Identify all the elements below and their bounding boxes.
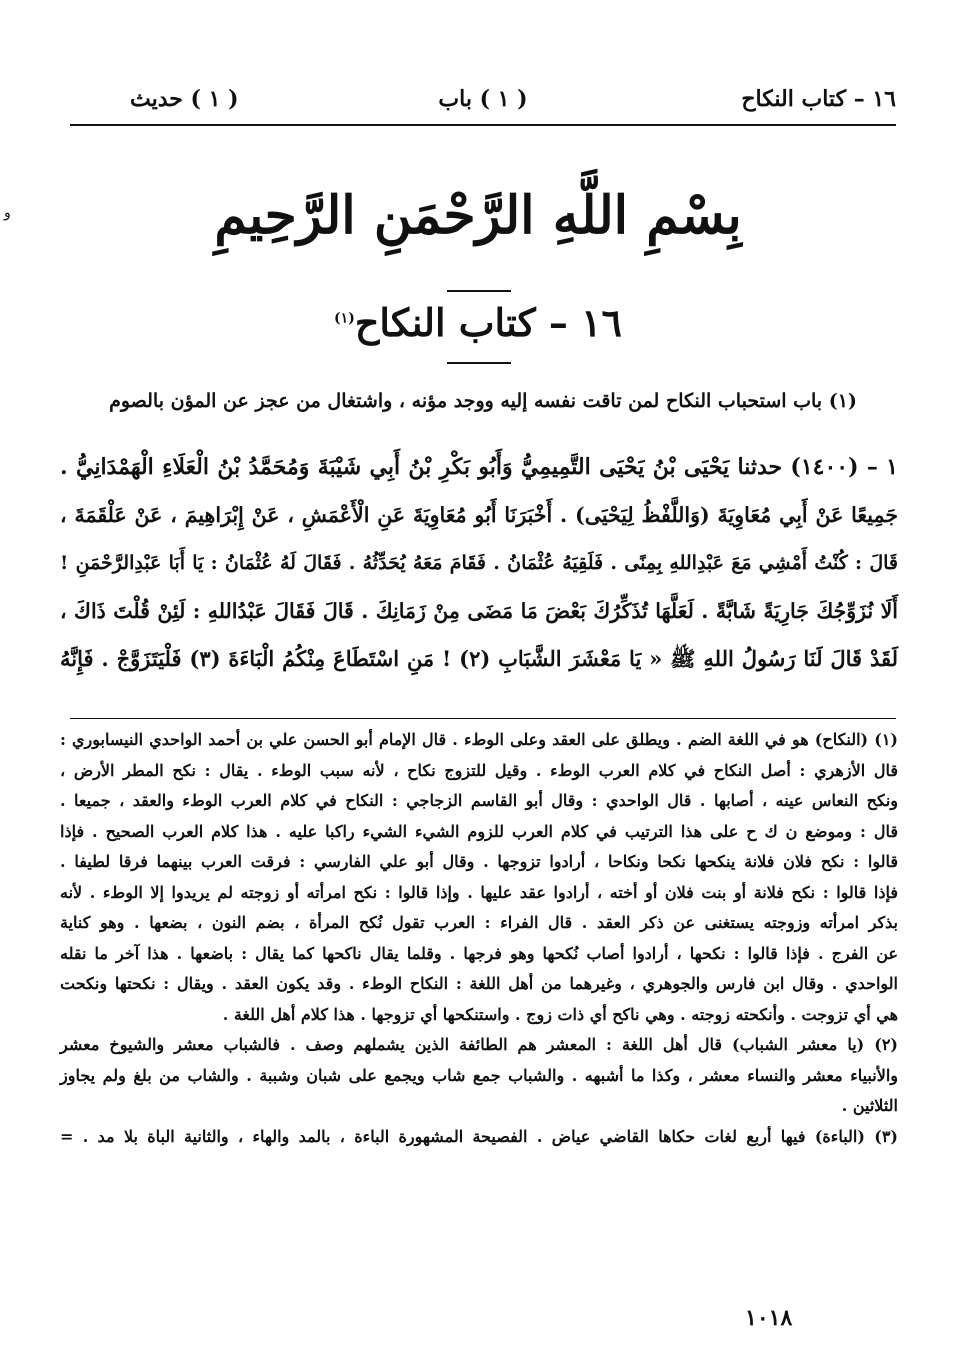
- header-hadith-label: ( ١ ) حديث: [130, 86, 239, 112]
- footnote-line: ونكح النعاس عينه ، أصابها . قال الواحدي : وقال أبو القاسم الزجاجي : النكاح في كلام العرب الوطء والعقد ، جميعا .: [60, 791, 898, 810]
- page-number: ١٠١٨: [745, 1305, 793, 1331]
- footnote-line: الثلاثين .: [841, 1096, 898, 1115]
- hadith-text: [60, 445, 898, 685]
- footnote-line: قالوا : نكح فلان فلانة ينكحها نكحا ونكاحا ، أرادوا تزوجها . وقال أبو علي الفارسي : فرقت العرب بينهما فرقا لطيفا .: [60, 852, 898, 871]
- chapter-heading: (١) باب استحباب النكاح لمن تاقت نفسه إليه ووجد مؤنه ، واشتغال من عجز عن المؤن بالصوم: [109, 390, 857, 412]
- footnote-line: الواحدي . وقال ابن فارس والجوهري ، وغيرهما من أهل اللغة : النكاح الوطء . وقد يكون العقد . ويقال : نكحتها ونكحت: [60, 974, 898, 993]
- footnote-line: (١) (النكاح) هو في اللغة الضم . ويطلق على العقد وعلى الوطء . قال الإمام أبو الحسن علي بن أحمد الواحدي النيسابوري :: [60, 730, 898, 749]
- footnote-line: (٢) (يا معشر الشباب) قال أهل اللغة : المعشر هم الطائفة الذين يشملهم وصف . فالشباب معشر والشيوخ معشر: [60, 1035, 898, 1054]
- hadith-line: ١ – (١٤٠٠) حدثنا يَحْيَى بْنُ يَحْيَى التَّمِيمِيُّ وَأَبُو بَكْرِ بْنُ أَبِي شَيْبَةَ وَمُحَمَّدُ بْنُ الْعَلَاءِ الْهَمْدَانِيُّ .: [60, 454, 898, 480]
- hadith-line: أَلَا نُزَوِّجُكَ جَارِيَةً شَابَّةً . لَعَلَّهَا تُذَكِّرُكَ بَعْضَ مَا مَضَى مِنْ زَمَانِكَ . قَالَ فَقَالَ عَبْدُاللهِ : لَئِنْ قُلْتَ ذَاكَ ،: [60, 599, 898, 623]
- book-title: [0, 300, 956, 345]
- running-header: [70, 80, 896, 120]
- footnotes: [60, 726, 898, 1153]
- footnote-line: قال الأزهري : أصل النكاح في كلام العرب الوطء . وقيل للتزوج نكاح ، لأنه سبب الوطء . يقال : نكح المطر الأرض ،: [60, 760, 899, 780]
- footnote-line: قال : وموضع ن ك ح على هذا الترتيب في كلام العرب للزوم الشيء الشيء راكبا عليه . هذا كلام العرب الصحيح . فإذا: [60, 821, 898, 841]
- stray-mark: ﻭ: [4, 205, 11, 221]
- header-book-label: ١٦ – كتاب النكاح: [741, 86, 896, 112]
- header-bab-label: ( ١ ) باب: [438, 86, 528, 112]
- hadith-line: لَقَدْ قَالَ لَنَا رَسُولُ اللهِ ﷺ « يَا مَعْشَرَ الشَّبَابِ (٢) ! مَنِ اسْتَطَاعَ مِنْكُمُ الْبَاءَةَ (٣) فَلْيَتَزَوَّجْ . فَإِنَّهُ: [60, 646, 899, 671]
- footnote-line: والأنبياء معشر والنساء معشر ، وكذا ما أشبهه . والشباب جمع شاب ويجمع على شبان وشببة . والشاب من بلغ ولم يجاوز: [60, 1065, 899, 1085]
- footnote-line: بذكر امرأته وزوجته يستغنى عن ذكر العقد . قال الفراء : العرب تقول نُكح المرأة ، بضم النون ، بضعها . وهو كناية: [60, 913, 898, 932]
- footnote-line: عن الفرج . فإذا قالوا : نكحها ، أرادوا أصاب نُكحها وهو فرجها . وقلما يقال ناكحها كما يقال : باضعها . هذا آخر ما نقله: [60, 943, 898, 963]
- footnote-divider: [70, 718, 896, 719]
- footnote-line: فإذا قالوا : نكح فلانة أو بنت فلان أو أخته ، أرادوا عقد عليها . وإذا قالوا : نكح امرأته أو زوجته لم يريدوا إلا الوطء . لأنه: [60, 882, 898, 902]
- hadith-line: جَمِيعًا عَنْ أَبِي مُعَاوِيَةَ (وَاللَّفْظُ لِيَحْيَى) . أَخْبَرَنَا أَبُو مُعَاوِيَةَ عَنِ الْأَعْمَشِ ، عَنْ إِبْرَاهِيمَ ، عَنْ عَلْقَمَةَ ،: [60, 503, 898, 527]
- footnote-line: (٣) (الباءة) فيها أربع لغات حكاها القاضي عياض . الفصيحة المشهورة الباءة ، بالمد والهاء ، والثانية الباة بلا مد . =: [60, 1126, 898, 1146]
- title-rule-bottom: [447, 362, 511, 364]
- header-divider: [70, 124, 896, 126]
- book-title-text: ١٦ – كتاب النكاح: [354, 300, 622, 345]
- book-title-note-ref: (١): [334, 310, 355, 327]
- title-rule-top: [447, 290, 511, 292]
- footnote-line: هي أي تزوجت . وأنكحته زوجته . وهي ناكح أي ذات زوج . واستنكحها أي تزوجها . هذا كلام أهل اللغة .: [222, 1004, 898, 1024]
- hadith-line: قَالَ : كُنْتُ أَمْشِي مَعَ عَبْدِاللهِ بِمِنًى . فَلَقِيَهُ عُثْمَانُ . فَقَامَ مَعَهُ يُحَدِّثُهُ . فَقَالَ لَهُ عُثْمَانُ : يَا أَبَا عَبْدِالرَّحْمَنِ !: [60, 552, 898, 574]
- basmala-calligraphy: بِسْمِ اللَّهِ الرَّحْمَنِ الرَّحِيمِ: [214, 185, 742, 246]
